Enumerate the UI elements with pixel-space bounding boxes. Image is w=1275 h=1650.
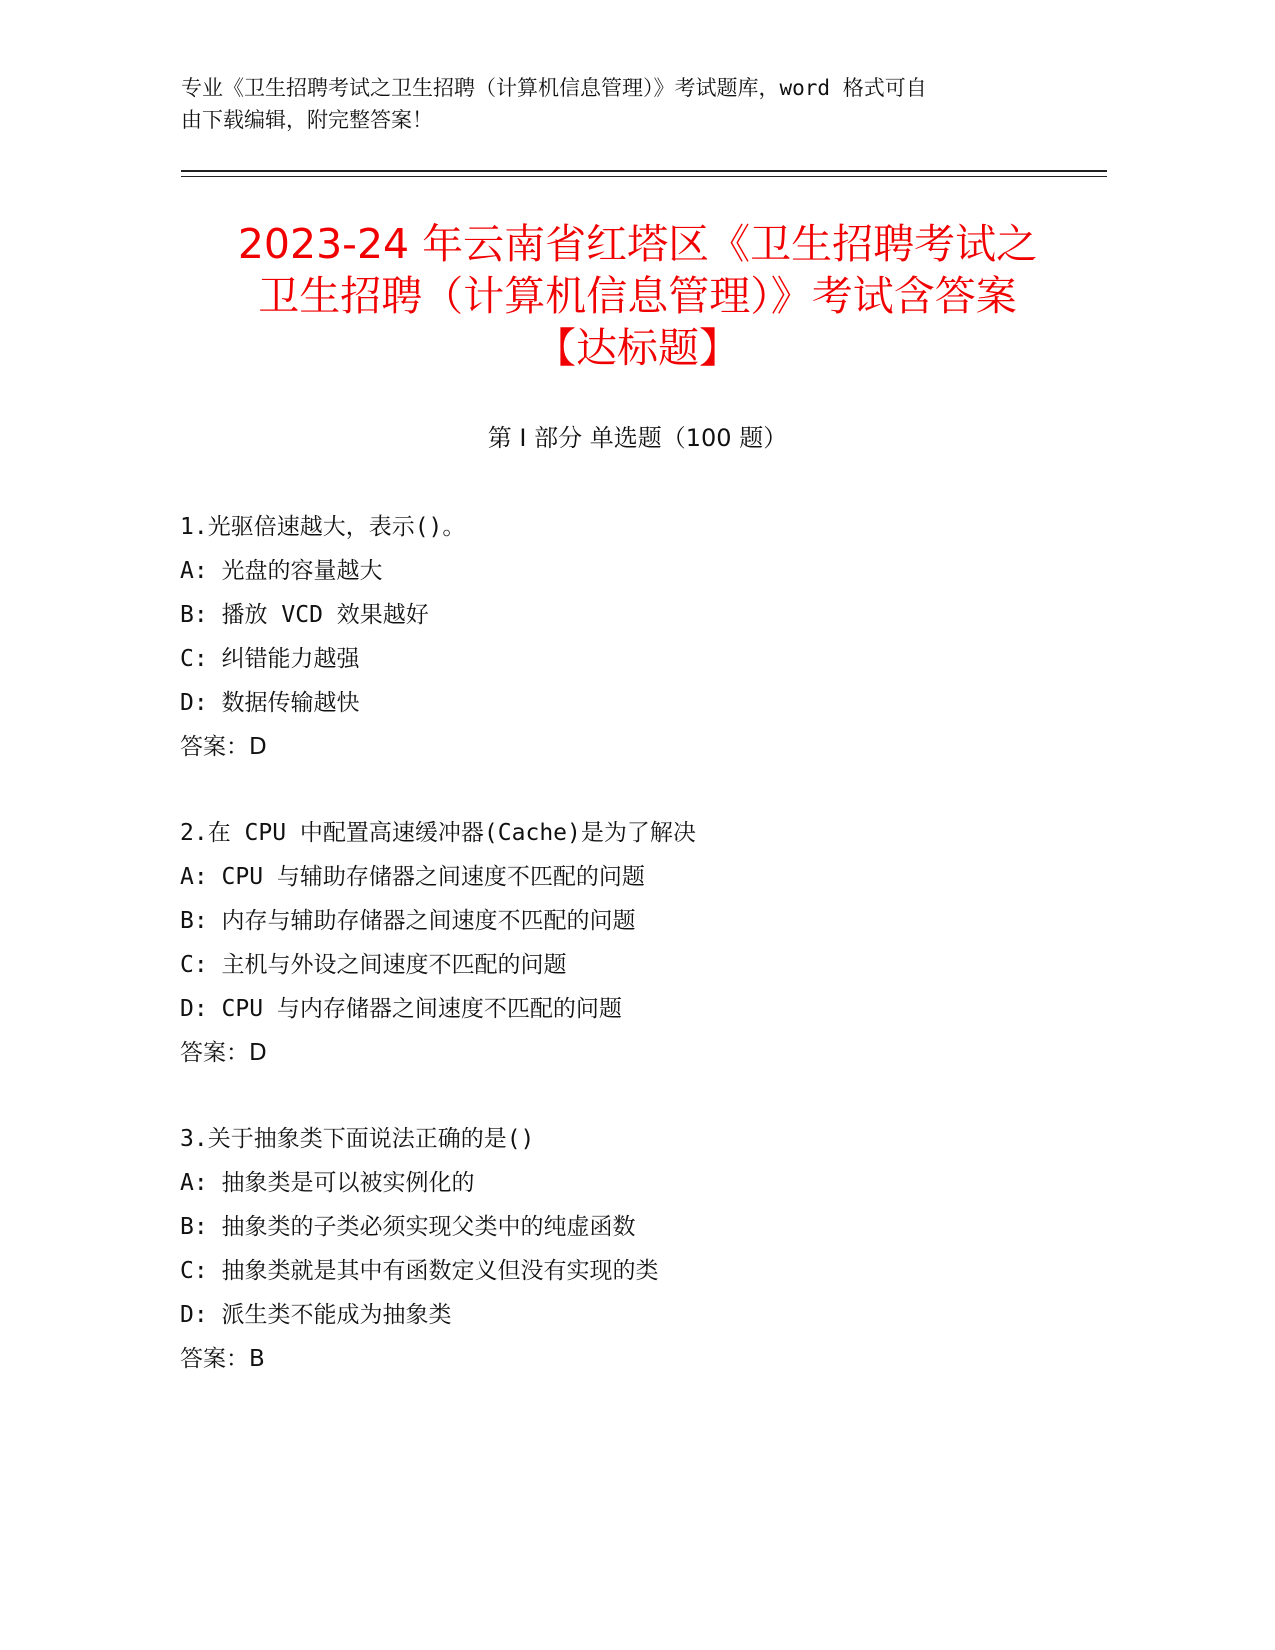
header-divider-thin [181,176,1107,177]
option-a: A: 光盘的容量越大 [180,558,383,584]
option-c: C: 纠错能力越强 [180,646,360,672]
question-list [180,505,1130,1423]
header-divider-thick [181,170,1107,172]
option-d: D: CPU 与内存储器之间速度不匹配的问题 [180,996,622,1022]
option-b: B: 抽象类的子类必须实现父类中的纯虚函数 [180,1214,636,1240]
document-title [150,218,1125,374]
header-note-line-2: 由下载编辑，附完整答案！ [181,108,433,132]
section-heading: 第 I 部分 单选题（100 题） [487,424,788,452]
option-d: D: 派生类不能成为抽象类 [180,1302,452,1328]
option-a: A: 抽象类是可以被实例化的 [180,1170,475,1196]
header-note [181,72,1061,136]
question-stem: 1.光驱倍速越大，表示()。 [180,514,466,540]
option-d: D: 数据传输越快 [180,690,360,716]
question-stem: 3.关于抽象类下面说法正确的是() [180,1126,535,1152]
title-line-1: 2023-24 年云南省红塔区《卫生招聘考试之 [237,220,1038,268]
question-item [180,811,1130,1075]
answer-line: 答案：B [180,1346,265,1372]
answer-line: 答案：D [180,734,267,760]
option-c: C: 抽象类就是其中有函数定义但没有实现的类 [180,1258,659,1284]
title-line-2: 卫生招聘（计算机信息管理）》考试含答案 [258,272,1017,320]
answer-line: 答案：D [180,1040,267,1066]
option-c: C: 主机与外设之间速度不匹配的问题 [180,952,567,978]
option-b: B: 播放 VCD 效果越好 [180,602,429,628]
header-note-line-1: 专业《卫生招聘考试之卫生招聘（计算机信息管理）》考试题库，word 格式可自 [181,76,927,100]
question-stem: 2.在 CPU 中配置高速缓冲器(Cache)是为了解决 [180,820,696,846]
question-item [180,1117,1130,1381]
option-a: A: CPU 与辅助存储器之间速度不匹配的问题 [180,864,645,890]
question-item [180,505,1130,769]
title-line-3: 【达标题】 [535,324,740,372]
option-b: B: 内存与辅助存储器之间速度不匹配的问题 [180,908,636,934]
